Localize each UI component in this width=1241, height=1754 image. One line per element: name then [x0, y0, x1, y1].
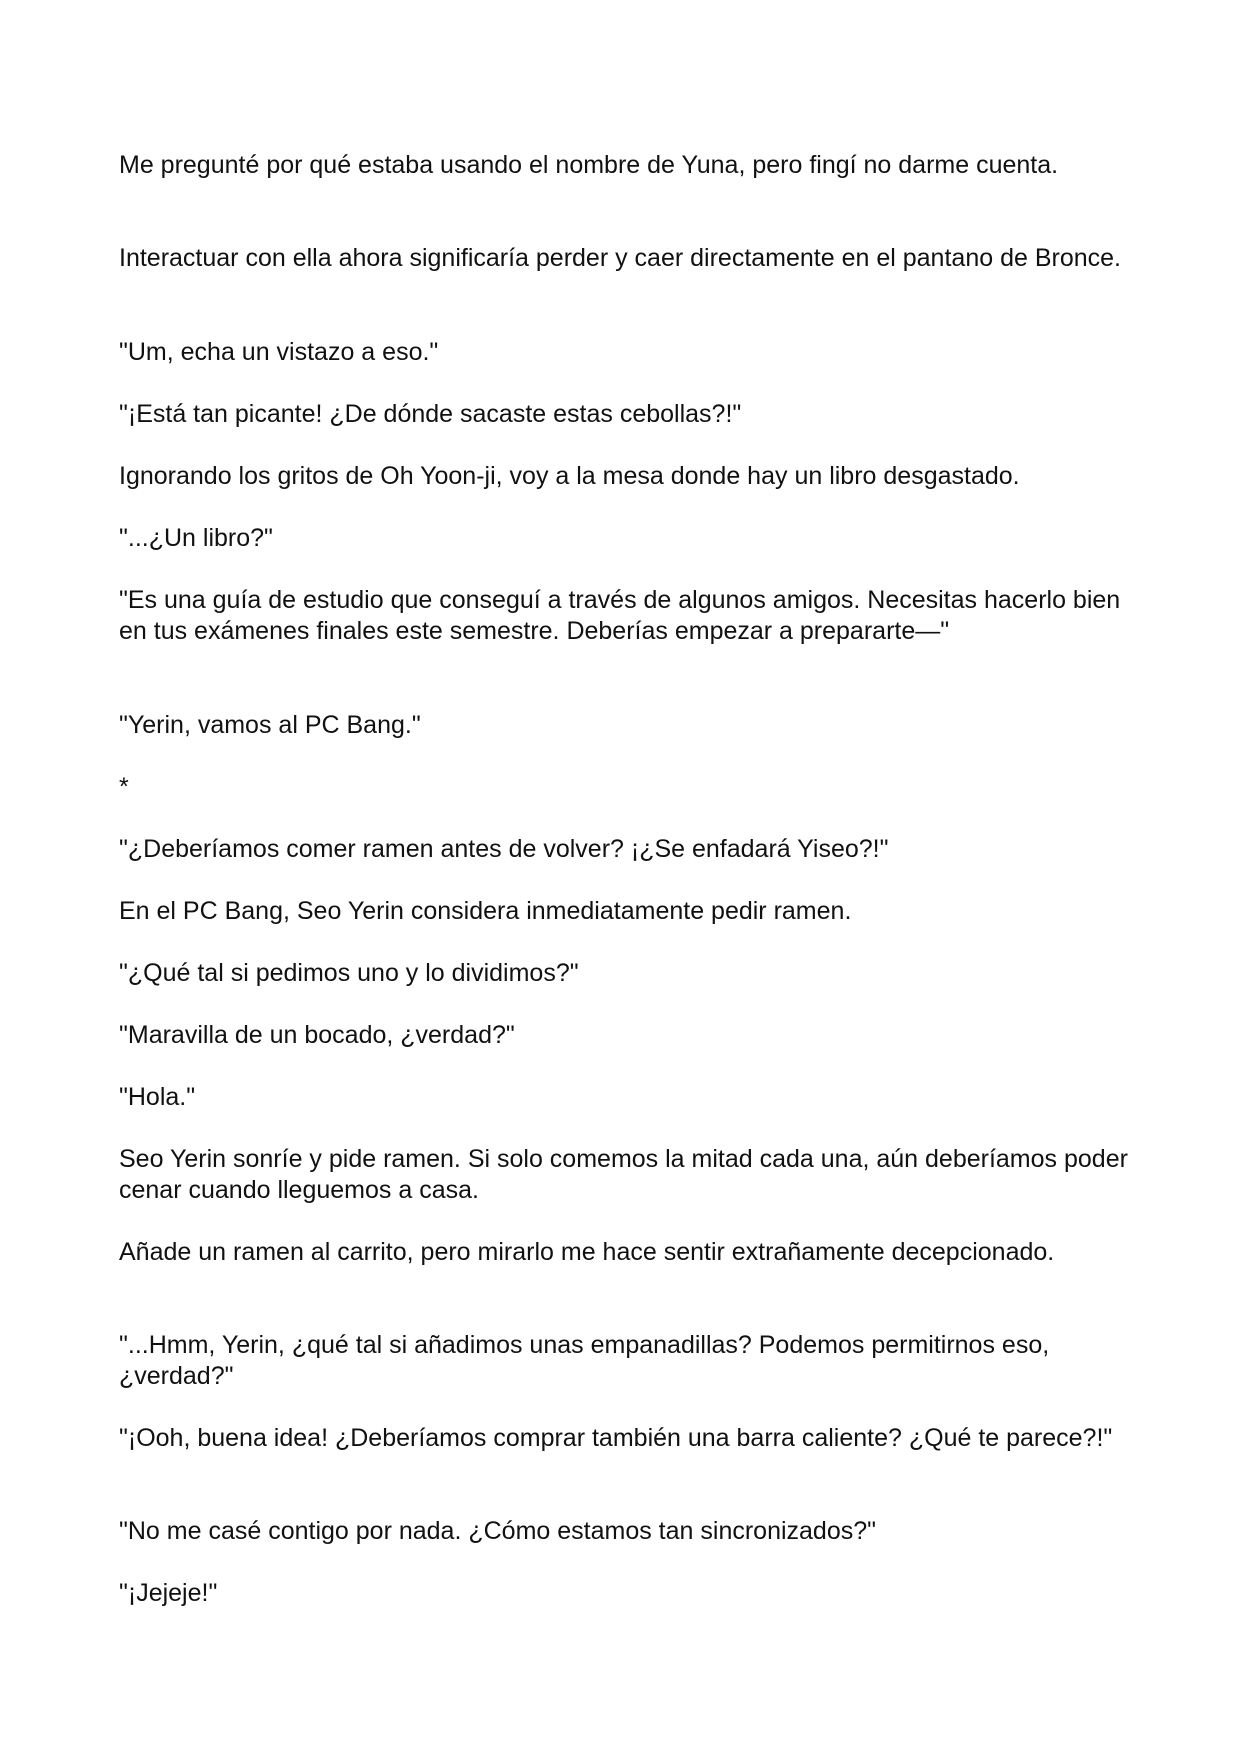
paragraph: "...¿Un libro?": [119, 524, 273, 552]
scene-break: *: [119, 773, 129, 801]
paragraph: Me pregunté por qué estaba usando el nombre de Yuna, pero fingí no darme cuenta.: [119, 151, 1059, 179]
paragraph: "¡Está tan picante! ¿De dónde sacaste estas cebollas?!": [119, 400, 742, 428]
paragraph: "¡Jejeje!": [119, 1579, 218, 1607]
paragraph: Interactuar con ella ahora significaría perder y caer directamente en el pantano de Bronce.: [119, 244, 1121, 272]
paragraph: "Maravilla de un bocado, ¿verdad?": [119, 1021, 515, 1049]
paragraph: "¿Qué tal si pedimos uno y lo dividimos?": [119, 959, 579, 987]
paragraph: "Um, echa un vistazo a eso.": [119, 338, 439, 366]
paragraph: Seo Yerin sonríe y pide ramen. Si solo comemos la mitad cada una, aún deberíamos poder cenar cuando lleguemos a casa.: [119, 1145, 1128, 1204]
paragraph: Ignorando los gritos de Oh Yoon-ji, voy a la mesa donde hay un libro desgastado.: [119, 462, 1020, 490]
paragraph: En el PC Bang, Seo Yerin considera inmediatamente pedir ramen.: [119, 897, 852, 925]
paragraph: "...Hmm, Yerin, ¿qué tal si añadimos unas empanadillas? Podemos permitirnos eso, ¿verdad?": [119, 1331, 1050, 1390]
paragraph: "Hola.": [119, 1083, 196, 1111]
paragraph: "Yerin, vamos al PC Bang.": [119, 711, 421, 739]
paragraph: "Es una guía de estudio que conseguí a través de algunos amigos. Necesitas hacerlo bien en tus exámenes finales este semestre. Deberías empezar a prepararte—": [119, 586, 1121, 645]
paragraph: "¿Deberíamos comer ramen antes de volver? ¡¿Se enfadará Yiseo?!": [119, 835, 889, 863]
paragraph: Añade un ramen al carrito, pero mirarlo me hace sentir extrañamente decepcionado.: [119, 1238, 1055, 1266]
paragraph: "¡Ooh, buena idea! ¿Deberíamos comprar también una barra caliente? ¿Qué te parece?!": [119, 1424, 1113, 1452]
paragraph: "No me casé contigo por nada. ¿Cómo estamos tan sincronizados?": [119, 1517, 877, 1545]
